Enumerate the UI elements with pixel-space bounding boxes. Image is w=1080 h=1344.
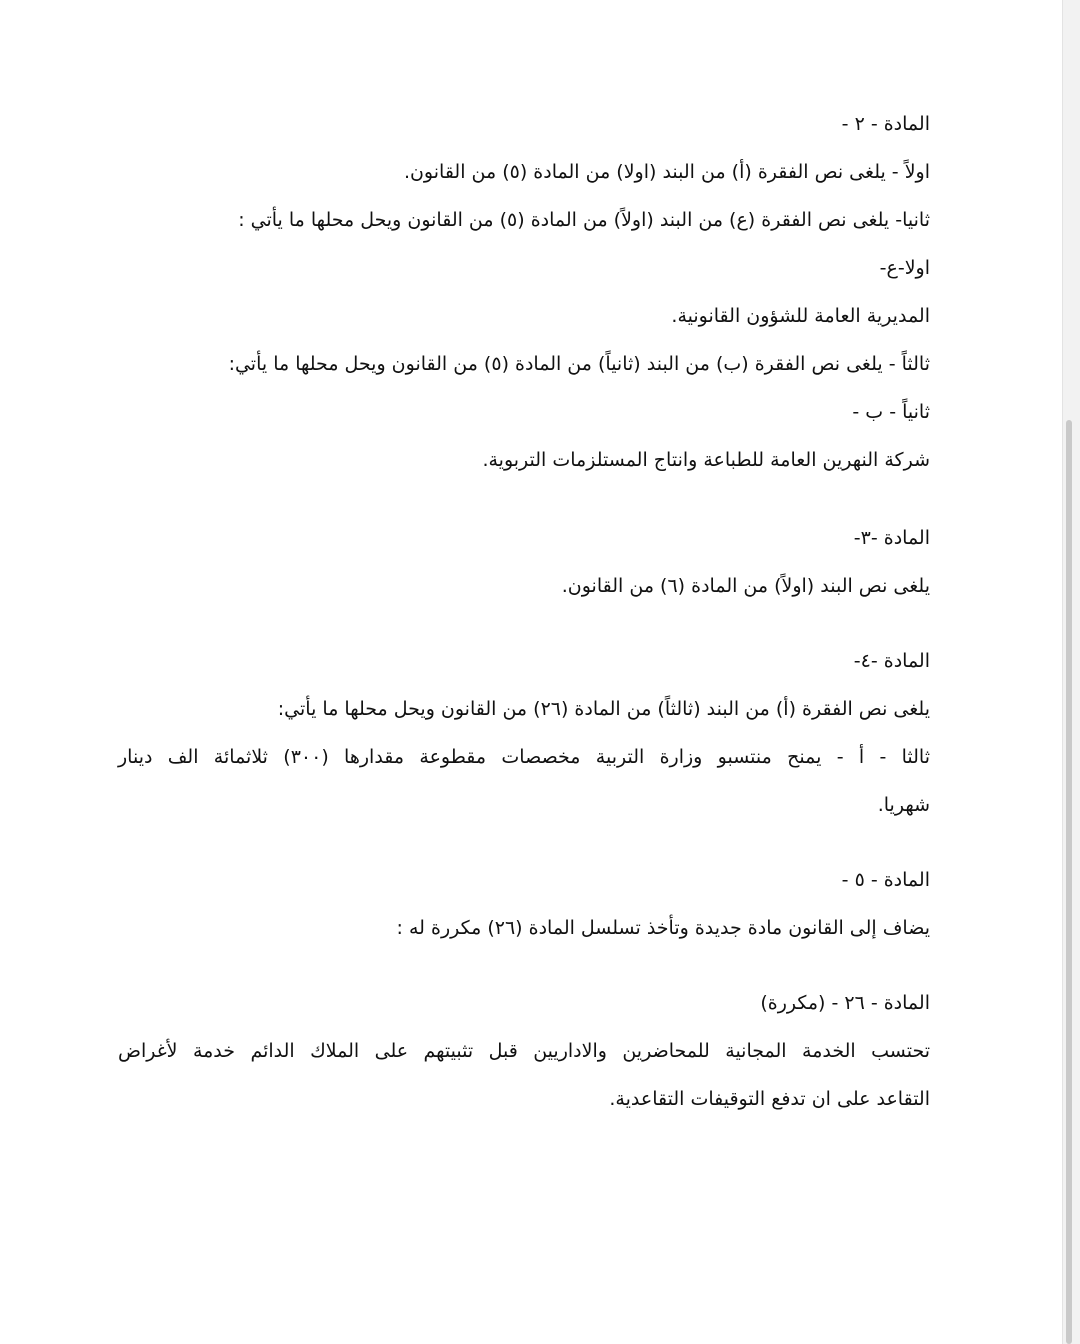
article-2-clause-second: ثانيا- يلغى نص الفقرة (ع) من البند (اولاً) من المادة (٥) من القانون ويحل محلها ما يأتي :: [238, 209, 930, 231]
article-26-bis-text-end: التقاعد على ان تدفع التوقيفات التقاعدية.: [609, 1088, 930, 1110]
article-4-clause: ثالثا - أ - يمنح منتسبو وزارة التربية مخصصات مقطوعة مقدارها (٣٠٠) ثلاثمائة الف دينار: [118, 746, 931, 768]
article-3-text: يلغى نص البند (اولاً) من المادة (٦) من القانون.: [561, 575, 930, 597]
article-4-text: يلغى نص الفقرة (أ) من البند (ثالثاً) من المادة (٢٦) من القانون ويحل محلها ما يأتي:: [277, 698, 930, 720]
article-2-heading: المادة - ٢ -: [841, 113, 930, 135]
article-4-heading: المادة -٤-: [853, 650, 930, 672]
article-2-clause-first: اولاً - يلغى نص الفقرة (أ) من البند (اولا) من المادة (٥) من القانون.: [403, 161, 930, 183]
scrollbar-thumb[interactable]: [1066, 420, 1072, 1344]
spacer: [118, 952, 930, 979]
article-5-text: يضاف إلى القانون مادة جديدة وتأخذ تسلسل المادة (٢٦) مكررة له :: [396, 917, 930, 939]
article-26-bis-text: تحتسب الخدمة المجانية للمحاضرين والاداريين قبل تثبيتهم على الملاك الدائم خدمة لأغراض: [118, 1040, 930, 1062]
article-2-clause-third: ثالثاً - يلغى نص الفقرة (ب) من البند (ثانياً) من المادة (٥) من القانون ويحل محلها ما يأتي:: [228, 353, 930, 375]
article-4-clause-end: شهريا.: [877, 794, 930, 816]
article-26-bis-heading: المادة - ٢٦ - (مكررة): [760, 992, 930, 1014]
article-2-replacement-text-second: شركة النهرين العامة للطباعة وانتاج المستلزمات التربوية.: [482, 449, 930, 471]
article-2-replacement-text-first: المديرية العامة للشؤون القانونية.: [671, 305, 930, 327]
spacer: [118, 610, 930, 637]
spacer: [118, 829, 930, 856]
spacer: [118, 484, 930, 514]
article-5-heading: المادة - ٥ -: [841, 869, 930, 891]
article-3-heading: المادة -٣-: [853, 527, 930, 549]
document-body: [118, 100, 930, 1123]
article-2-sub-heading-first: اولا-ع-: [879, 257, 930, 279]
article-2-sub-heading-second: ثانياً - ب -: [852, 401, 930, 423]
